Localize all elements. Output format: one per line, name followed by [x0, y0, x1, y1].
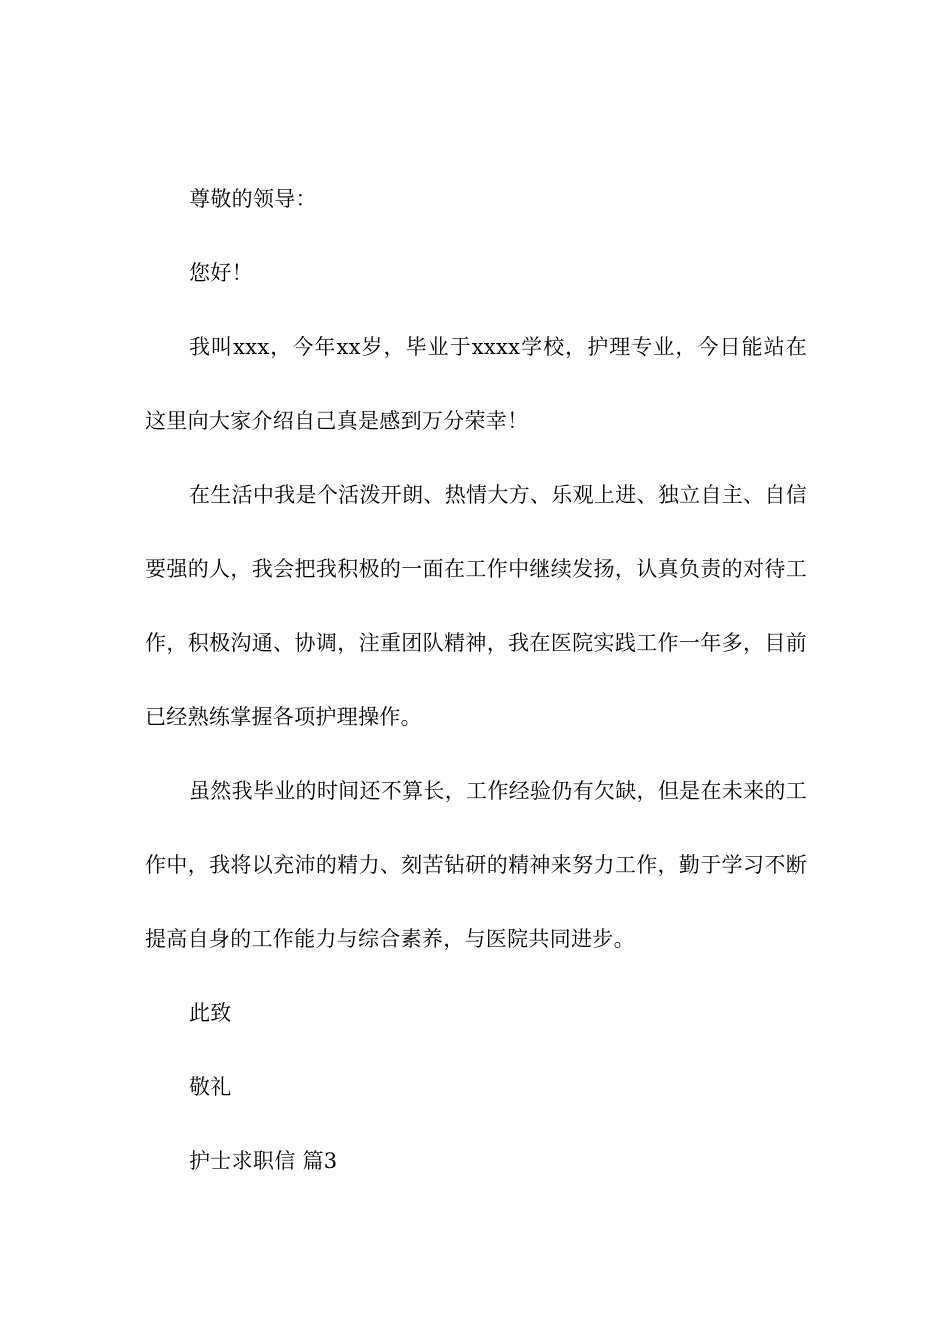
- salutation: 尊敬的领导：: [189, 187, 317, 211]
- paragraph-introduction: 我叫xxx，今年xx岁，毕业于xxxx学校，护理专业，今日能站在这里向大家介绍自己真是感到万分荣幸！: [145, 335, 807, 433]
- greeting: 您好！: [189, 261, 253, 285]
- closing: 此致: [189, 1001, 232, 1025]
- next-section-heading: 护士求职信 篇3: [189, 1149, 338, 1173]
- regards: 敬礼: [189, 1075, 232, 1099]
- letter-body: [145, 162, 807, 1198]
- paragraph-future: 虽然我毕业的时间还不算长，工作经验仍有欠缺，但是在未来的工作中，我将以充沛的精力、刻苦钻研的精神来努力工作，勤于学习不断提高自身的工作能力与综合素养，与医院共同进步。: [145, 779, 807, 951]
- paragraph-personality: 在生活中我是个活泼开朗、热情大方、乐观上进、独立自主、自信要强的人，我会把我积极的一面在工作中继续发扬，认真负责的对待工作，积极沟通、协调，注重团队精神，我在医院实践工作一年多，目前已经熟练掌握各项护理操作。: [145, 483, 807, 729]
